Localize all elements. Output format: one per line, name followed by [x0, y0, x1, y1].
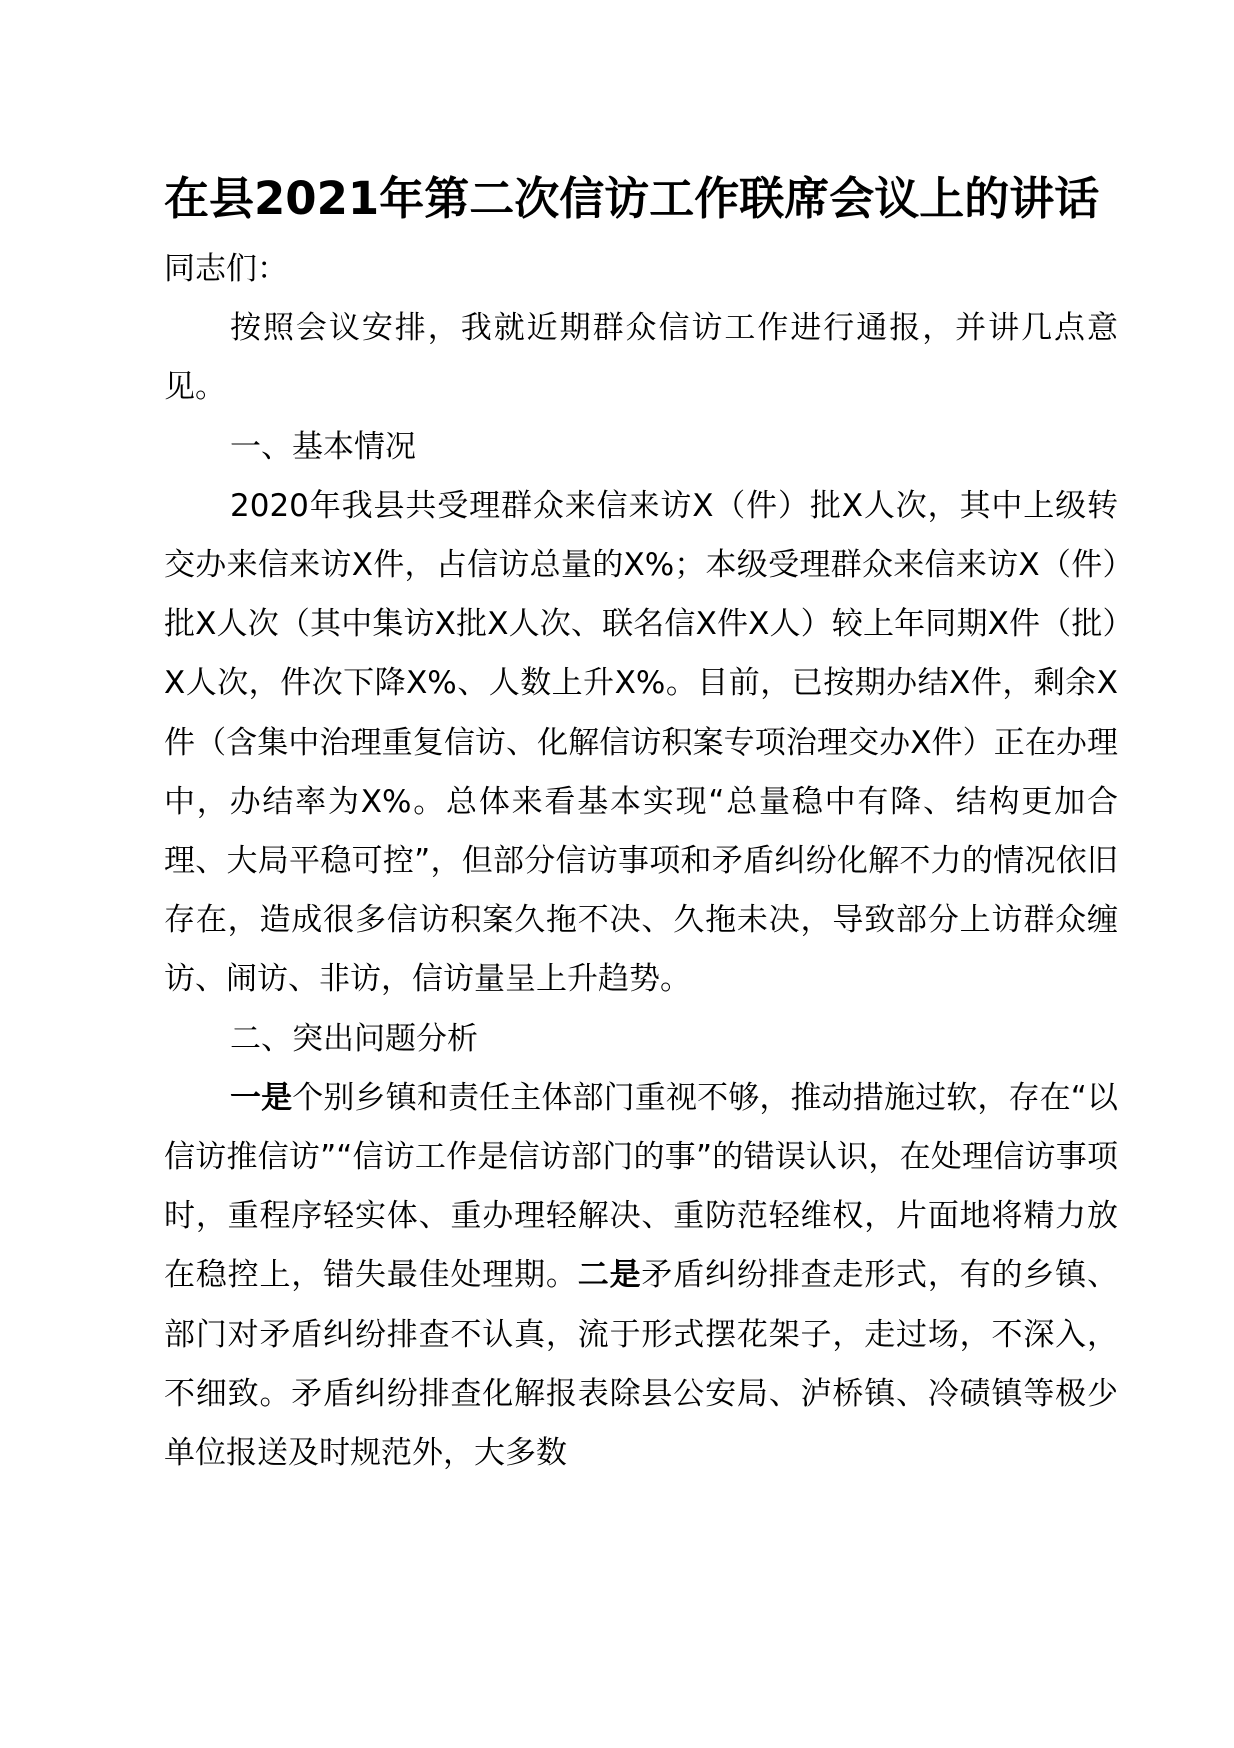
point-one-text: 个别乡镇和责任主体部门重视不够，推动措施过软，存在“以信访推信访”“信访工作是信访部门的事”的错误认识，在处理信访事项时，重程序轻实体、重办理轻解决、重防范轻维权，片面地将精力放在稳控上，错失最佳处理期。 [164, 1079, 1118, 1294]
point-two-label: 二是 [577, 1257, 642, 1294]
intro-paragraph: 按照会议安排，我就近期群众信访工作进行通报，并讲几点意见。 [164, 310, 1118, 406]
point-one-label: 一是 [230, 1079, 293, 1116]
document-body [164, 240, 1118, 1483]
problem-analysis-paragraph [164, 1069, 1118, 1483]
section-heading-basic-situation: 一、基本情况 [230, 428, 416, 465]
section-heading-problem-analysis: 二、突出问题分析 [230, 1020, 478, 1057]
document-title: 在县2021年第二次信访工作联席会议上的讲话 [164, 172, 1100, 225]
salutation: 同志们： [164, 251, 288, 287]
basic-situation-paragraph: 2020年我县共受理群众来信来访X（件）批X人次，其中上级转交办来信来访X件，占信访总量的X%；本级受理群众来信来访X（件）批X人次（其中集访X批X人次、联名信X件X人）较上年同期X件（批）X人次，件次下降X%、人数上升X%。目前，已按期办结X件，剩余X件（含集中治理重复信访、化解信访积案专项治理交办X件）正在办理中，办结率为X%。总体来看基本实现“总量稳中有降、结构更加合理、大局平稳可控”，但部分信访事项和矛盾纠纷化解不力的情况依旧存在，造成很多信访积案久拖不决、久拖未决，导致部分上访群众缠访、闹访、非访，信访量呈上升趋势。 [164, 487, 1118, 998]
point-two-text: 矛盾纠纷排查走形式，有的乡镇、部门对矛盾纠纷排查不认真，流于形式摆花架子，走过场，不深入，不细致。矛盾纠纷排查化解报表除县公安局、泸桥镇、冷碛镇等极少单位报送及时规范外，大多数 [164, 1257, 1119, 1472]
